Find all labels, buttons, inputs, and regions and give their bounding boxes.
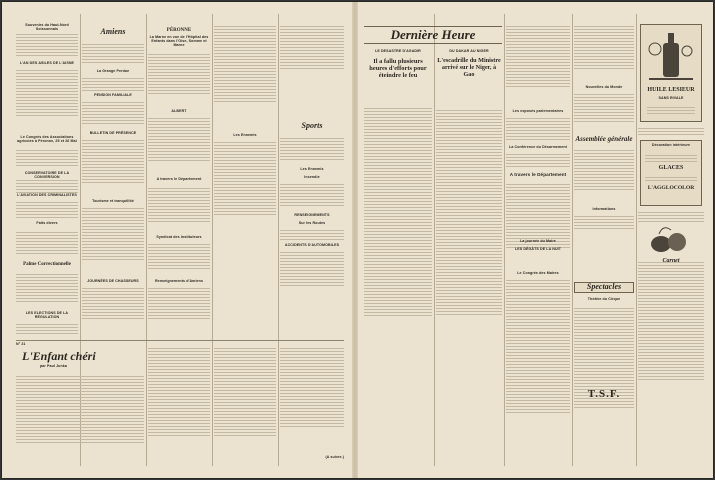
col2-head-2: BULLETIN DE PRÉSENCE (89, 131, 137, 135)
col4-head-0: Les Ennemis (233, 133, 257, 137)
right-col-2 (436, 46, 502, 470)
col1-head-3: L'AVIATION DES CRIMINALISTES (17, 193, 77, 197)
r-col4-head-1: Assemblée générale (575, 135, 633, 143)
col2-head-1: PENSION FAMILIALE (94, 93, 132, 97)
col5-head-0: Les Ennemis (300, 167, 324, 171)
col2-head-0: La Grange Perdue (96, 69, 130, 73)
col3-head-1: ALBERT (171, 109, 187, 113)
maire-kicker: La journée du Maire (520, 239, 556, 243)
feuilleton-author: par Paul Junka (40, 364, 67, 368)
peronne-title: PÉRONNE (166, 28, 192, 33)
col1-head-2: CONSERVATOIRE DE LA CONVERSION (24, 171, 70, 179)
col1-head-4: Faits divers (36, 221, 58, 225)
r-col3-head-3: Le Congrès des Maires (517, 271, 559, 275)
lesieur-brand: HUILE LESIEUR (647, 87, 695, 93)
second-headline: L'escadrille du Ministre arrivé sur le Niger, à Gao (437, 57, 501, 78)
right-page (364, 10, 704, 470)
right-col-1 (364, 46, 432, 470)
right-col-5 (638, 10, 704, 470)
lesieur-ad (640, 24, 702, 122)
col1-head-5: Palme Correctionnelle (23, 262, 71, 267)
decoration-head: Décoration intérieure (651, 143, 691, 147)
spectacles-title: Spectacles (574, 282, 634, 293)
right-col-4 (574, 10, 634, 470)
derniere-heure-banner: Dernière Heure (364, 26, 502, 44)
fruit-illustration (641, 222, 701, 256)
col5-head-2: RENSEIGNEMENTS (294, 213, 330, 217)
cinema-title: Théâtre du Cirque (587, 297, 621, 301)
col1-head-0: L'AN DES ASILES DE L'AISNE (19, 61, 75, 65)
r-col3-head-0: Les exposés parlementaires (512, 109, 564, 113)
center-fold (352, 2, 358, 478)
tsf-title: T.S.F. (587, 388, 621, 400)
col1-head-6: LES ELECTIONS DE LA RÉGULATION (25, 311, 69, 319)
r-col4-head-0: Nouvelles du Monde (585, 85, 623, 89)
sports-title: Sports (301, 121, 323, 130)
col3-head-3: Syndicat des Instituteurs (156, 235, 202, 239)
agglocolor-brand: L'AGGLOCOLOR (647, 185, 695, 191)
decoration-ad (640, 140, 702, 206)
newspaper-spread (2, 2, 713, 478)
lead-headline: Il a fallu plusieurs heures d'efforts pour éteindre le feu (369, 58, 427, 80)
feuilleton-title: L'Enfant chéri (22, 349, 96, 363)
to-be-continued: (A suivre.) (325, 455, 344, 459)
top-headline: Souvenirs du Haut-Nord Soissonnais (25, 23, 69, 31)
feuilleton-rule (16, 340, 344, 341)
carnet-title: Carnet (662, 258, 680, 264)
degats-head: LES DÉGÂTS DE LA NUIT (514, 247, 562, 251)
col5-head-4: ACCIDENTS D'AUTOMOBILES (284, 243, 340, 247)
glaces-brand: GLACES (658, 165, 684, 171)
feuilleton-col-2 (148, 346, 210, 470)
feuilleton-no: N° 21 (16, 342, 26, 346)
feuilleton-col-1 (16, 374, 144, 470)
col1-head-1: Le Congrès des Associations agricoles à Péronne, 25 et 26 Mai (17, 135, 77, 143)
r-col3-head-2: A travers le Département (509, 172, 567, 177)
feuilleton-col-4 (280, 346, 344, 470)
col5-head-1: Incendie (304, 175, 320, 179)
second-kicker: DU DAKAR AU NIGER (449, 49, 489, 53)
left-page (16, 10, 344, 470)
r-col4-head-2: Informations (592, 207, 616, 211)
col2-head-4: JOURNÉES DE CHASSEURS (87, 279, 139, 283)
lead-kicker: LE DESASTRE D'AGADIR (375, 49, 421, 53)
feuilleton-col-3 (214, 346, 276, 470)
lesieur-tag: SANS RIVALE (658, 96, 684, 100)
oil-bottle-illustration (641, 29, 701, 85)
amiens-title: Amiens (100, 27, 126, 36)
col2-head-3: Tourisme et tranquillité (92, 199, 134, 203)
col5-head-3: Sur les Routes (298, 221, 326, 225)
col3-head-2: A travers le Département (156, 177, 202, 181)
r-col3-head-1: La Conférence du Désarmement (509, 145, 567, 149)
col3-head-4: Renseignements d'Amiens (154, 279, 204, 283)
col3-head-0: La Marne en vue de l'Hôpital des Enfants dans l'Oise, Somme et Marne (149, 35, 209, 47)
